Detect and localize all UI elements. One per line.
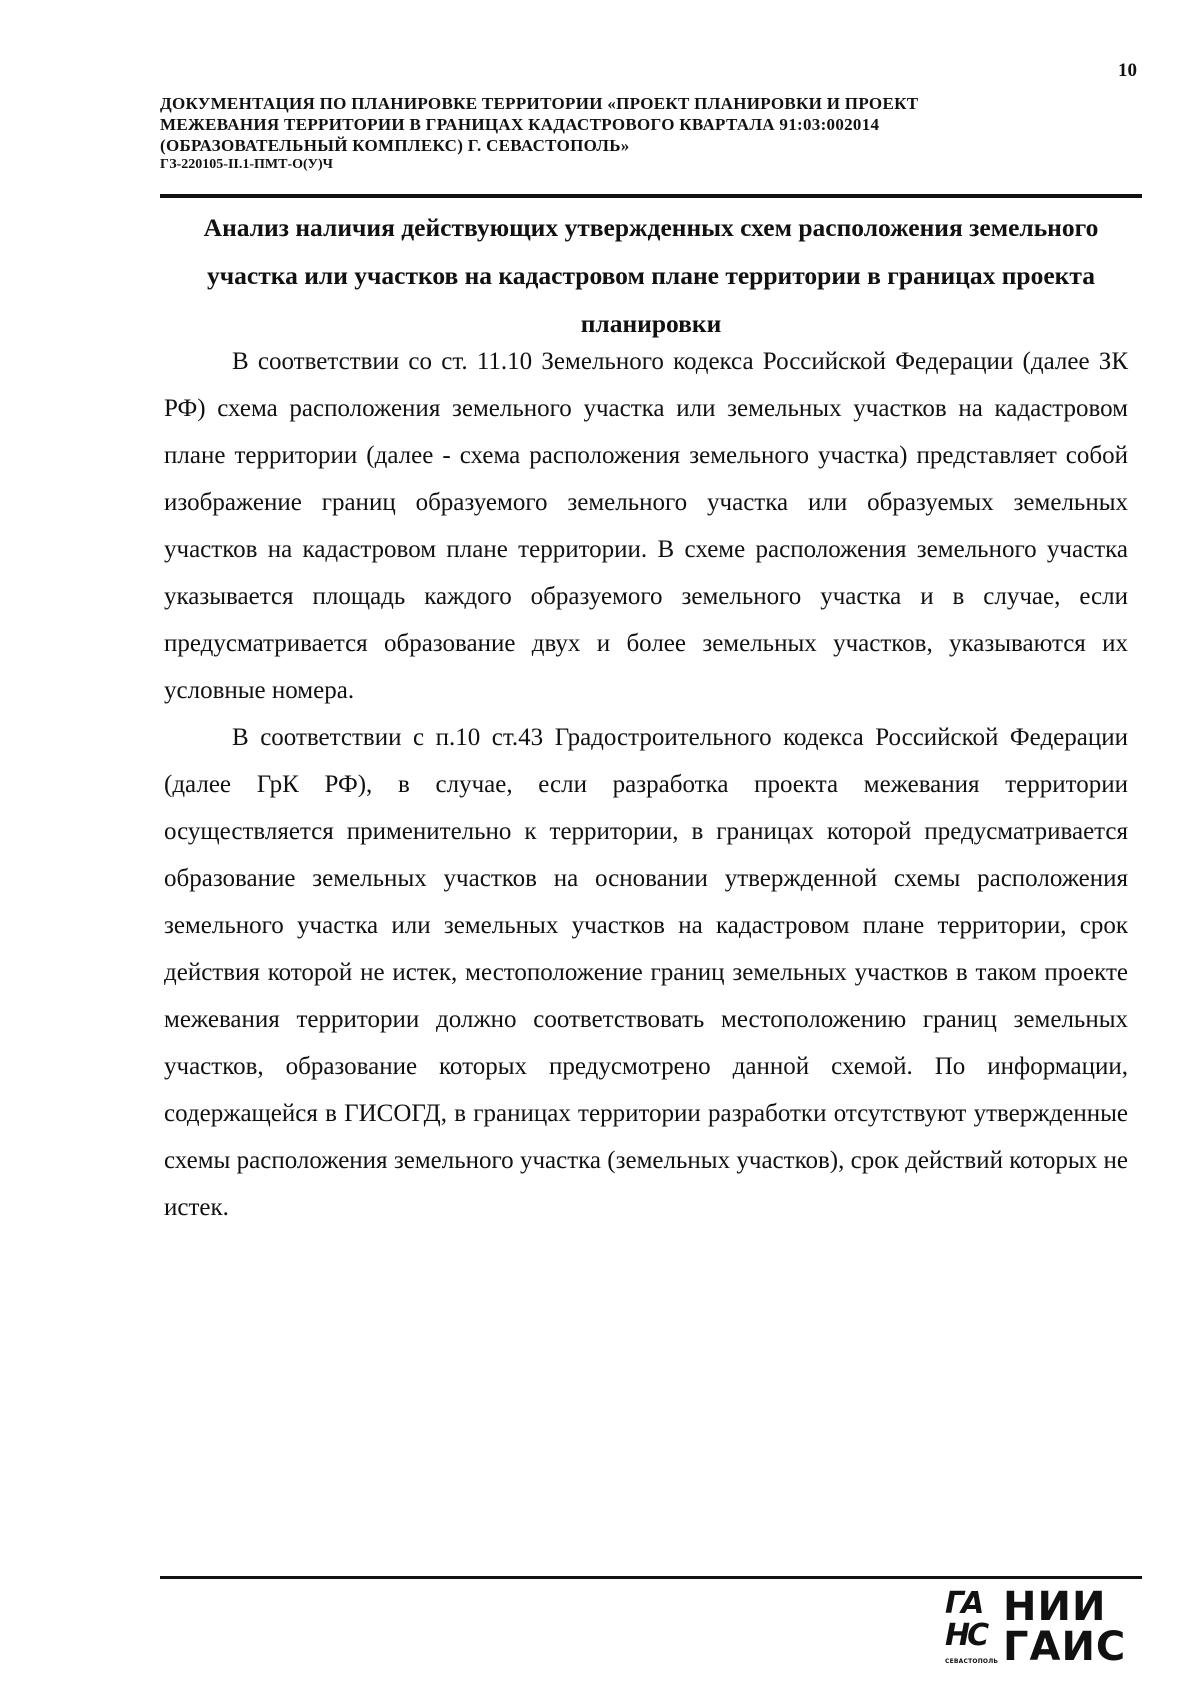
logo-word-line2: ГАИС [1003, 1624, 1127, 1670]
logo-mark-city: СЕВАСТОПОЛЬ [945, 1658, 999, 1665]
logo-mark-bottom: НС [945, 1618, 987, 1653]
logo-word-line1: НИИ [1003, 1584, 1107, 1630]
header-divider [160, 194, 1142, 198]
body-text [164, 338, 1128, 1231]
header-line: (ОБРАЗОВАТЕЛЬНЫЙ КОМПЛЕКС) Г. СЕВАСТОПОЛЬ» [160, 136, 630, 155]
nii-gais-logo [945, 1584, 1145, 1671]
document-header [160, 93, 1060, 174]
paragraph: В соответствии со ст. 11.10 Земельного кодекса Российской Федерации (далее ЗК РФ) схема расположения земельного участка или земельных участков на кадастровом плане территории (далее - схема расположения земельного участка) представляет собой изображение границ образуемого земельного участка или образуемых земельных участков на кадастровом плане территории. В схеме расположения земельного участка указывается площадь каждого образуемого земельного участка и в случае, если предусматривается образование двух и более земельных участков, указываются их условные номера. [164, 348, 1128, 704]
section-title: Анализ наличия действующих утвержденных схем расположения земельного участка или участков на кадастровом плане территории в границах проекта планировки [203, 213, 1099, 338]
page-number: 10 [1118, 60, 1137, 81]
document-code: ГЗ-220105-II.1-ПМТ-О(У)Ч [160, 157, 333, 172]
paragraph: В соответствии с п.10 ст.43 Градостроительного кодекса Российской Федерации (далее ГрК РФ), в случае, если разработка проекта межевания территории осуществляется применительно к территории, в границах которой предусматривается образование земельных участков на основании утвержденной схемы расположения земельного участка или земельных участков на кадастровом плане территории, срок действия которой не истек, местоположение границ земельных участков в таком проекте межевания территории должно соответствовать местоположению границ земельных участков, образование которых предусмотрено данной схемой. По информации, содержащейся в ГИСОГД, в границах территории разработки отсутствуют утвержденные схемы расположения земельного участка (земельных участков), срок действий которых не истек. [164, 724, 1128, 1221]
logo-mark-icon [945, 1587, 997, 1671]
header-line: МЕЖЕВАНИЯ ТЕРРИТОРИИ В ГРАНИЦАХ КАДАСТРОВОГО КВАРТАЛА 91:03:002014 [160, 115, 880, 134]
logo-mark-top: ГА [945, 1586, 982, 1621]
footer-divider [160, 1576, 1142, 1579]
header-line: ДОКУМЕНТАЦИЯ ПО ПЛАНИРОВКЕ ТЕРРИТОРИИ «ПРОЕКТ ПЛАНИРОВКИ И ПРОЕКТ [160, 94, 919, 113]
